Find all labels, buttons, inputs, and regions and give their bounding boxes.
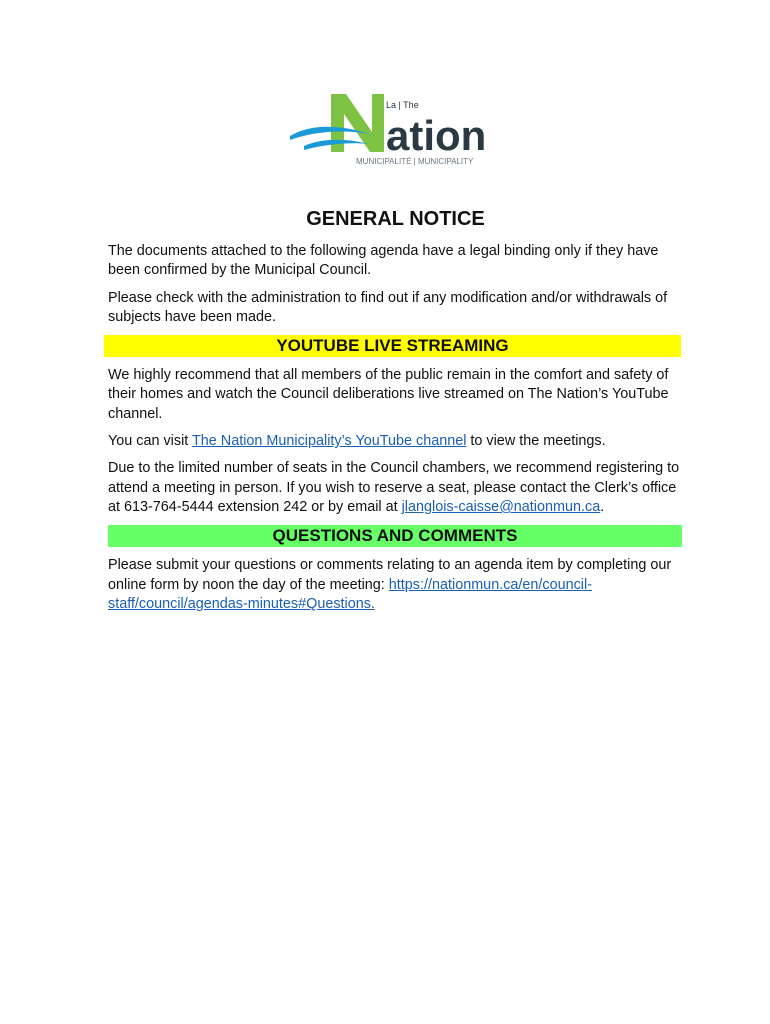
questions-form-link[interactable]: https://nationmun.ca/en/council-staff/council/agendas-minutes#Questions. xyxy=(108,576,592,612)
seats-text: Due to the limited number of seats in the Council chambers, we recommend registering to attend a meeting in person. If you wish to reserve a seat, please contact the Clerk’s office at 613-764-5444 extension 242 or by email at xyxy=(108,460,680,515)
youtube-visit-paragraph xyxy=(108,432,683,451)
questions-heading: QUESTIONS AND COMMENTS xyxy=(108,525,682,547)
nation-logo xyxy=(286,92,501,168)
logo-tagline: MUNICIPALITÉ | MUNICIPALITY xyxy=(356,157,474,166)
clerk-email-link[interactable]: jlanglois-caisse@nationmun.ca xyxy=(401,498,601,515)
notice-content xyxy=(108,206,683,622)
youtube-paragraph: We highly recommend that all members of the public remain in the comfort and safety of their homes and watch the Council deliberations live streamed on The Nation’s YouTube channel. xyxy=(108,367,669,422)
logo-main-text: ation xyxy=(386,112,487,159)
logo-small-text: La | The xyxy=(386,100,419,110)
visit-suffix: to view the meetings. xyxy=(466,433,606,450)
seats-paragraph xyxy=(108,459,683,517)
seats-suffix: . xyxy=(600,498,605,515)
youtube-channel-link[interactable]: The Nation Municipality’s YouTube channel xyxy=(192,433,467,450)
notice-title: GENERAL NOTICE xyxy=(306,208,485,230)
questions-text: Please submit your questions or comments relating to an agenda item by completing our online form by noon the day of the meeting: xyxy=(108,557,672,593)
notice-paragraph-1: The documents attached to the following agenda have a legal binding only if they have been confirmed by the Municipal Council. xyxy=(108,243,659,279)
visit-prefix: You can visit xyxy=(108,433,193,450)
youtube-heading: YOUTUBE LIVE STREAMING xyxy=(104,335,681,357)
notice-paragraph-2: Please check with the administration to find out if any modification and/or withdrawals of subjects have been made. xyxy=(108,289,668,325)
questions-paragraph xyxy=(108,556,683,614)
